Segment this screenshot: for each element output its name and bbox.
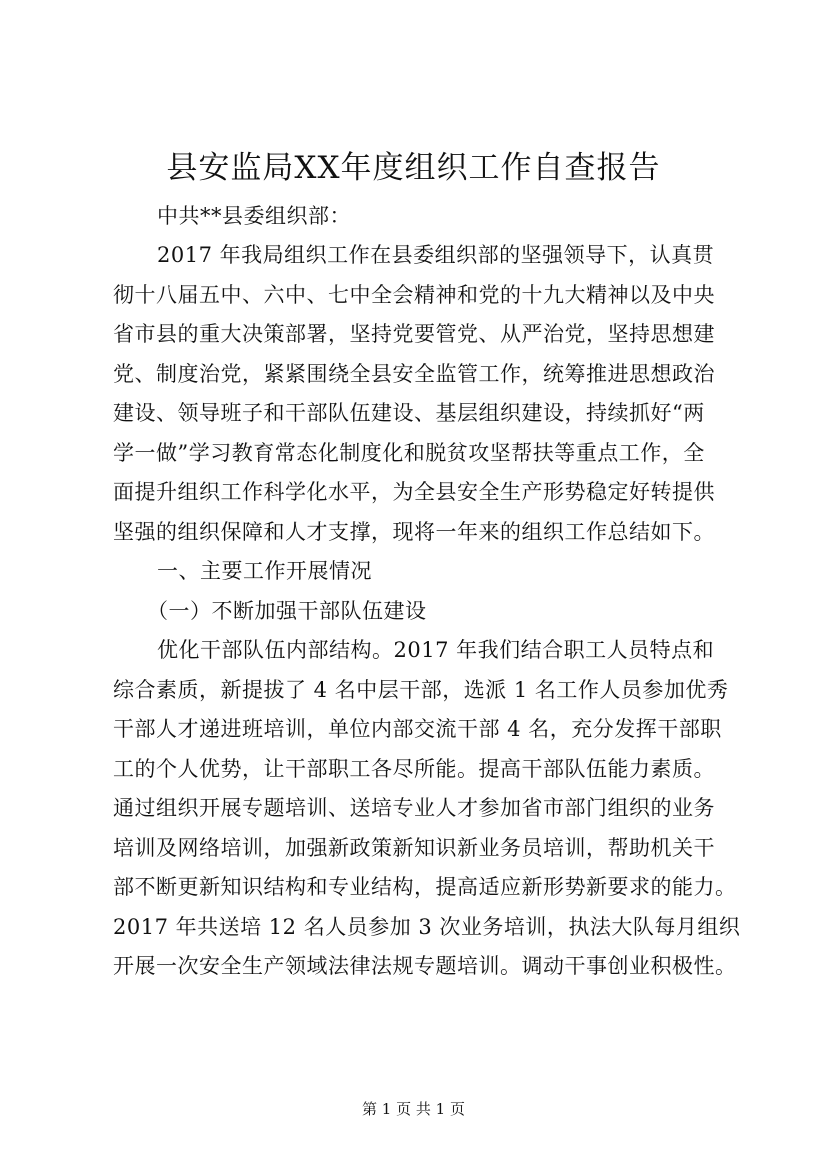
section-heading: 一、主要工作开展情况 [157, 559, 372, 583]
subsection-heading: （一）不断加强干部队伍建设 [147, 599, 427, 623]
body-line: 2017 年共送培 12 名人员参加 3 次业务培训，执法大队每月组织 [113, 915, 741, 939]
salutation-line: 中共**县委组织部： [157, 204, 351, 228]
body-line: 综合素质，新提拔了 4 名中层干部，选派 1 名工作人员参加优秀 [113, 678, 729, 702]
body-line: 开展一次安全生产领域法律法规专题培训。调动干事创业积极性。 [113, 954, 737, 978]
document-title: 县安监局XX年度组织工作自查报告 [166, 150, 661, 186]
body-line: 建设、领导班子和干部队伍建设、基层组织建设，持续抓好“两 [113, 401, 705, 425]
page-footer: 第 1 页 共 1 页 [362, 1100, 465, 1118]
body-line: 学一做”学习教育常态化制度化和脱贫攻坚帮扶等重点工作，全 [113, 441, 705, 465]
body-line: 坚强的组织保障和人才支撑，现将一年来的组织工作总结如下。 [113, 520, 715, 544]
body-line: 通过组织开展专题培训、送培专业人才参加省市部门组织的业务 [113, 796, 715, 820]
body-line: 彻十八届五中、六中、七中全会精神和党的十九大精神以及中央 [113, 283, 715, 307]
body-line: 培训及网络培训，加强新政策新知识新业务员培训，帮助机关干 [113, 836, 715, 860]
body-line: 面提升组织工作科学化水平，为全县安全生产形势稳定好转提供 [113, 480, 715, 504]
body-line: 2017 年我局组织工作在县委组织部的坚强领导下，认真贯 [157, 243, 715, 267]
body-line: 优化干部队伍内部结构。2017 年我们结合职工人员特点和 [157, 638, 715, 662]
body-line: 部不断更新知识结构和专业结构，提高适应新形势新要求的能力。 [113, 875, 737, 899]
body-line: 干部人才递进班培训，单位内部交流干部 4 名，充分发挥干部职 [113, 717, 722, 741]
body-line: 省市县的重大决策部署，坚持党要管党、从严治党，坚持思想建 [113, 322, 715, 346]
body-line: 党、制度治党，紧紧围绕全县安全监管工作，统筹推进思想政治 [113, 362, 715, 386]
body-line: 工的个人优势，让干部职工各尽所能。提高干部队伍能力素质。 [113, 757, 715, 781]
